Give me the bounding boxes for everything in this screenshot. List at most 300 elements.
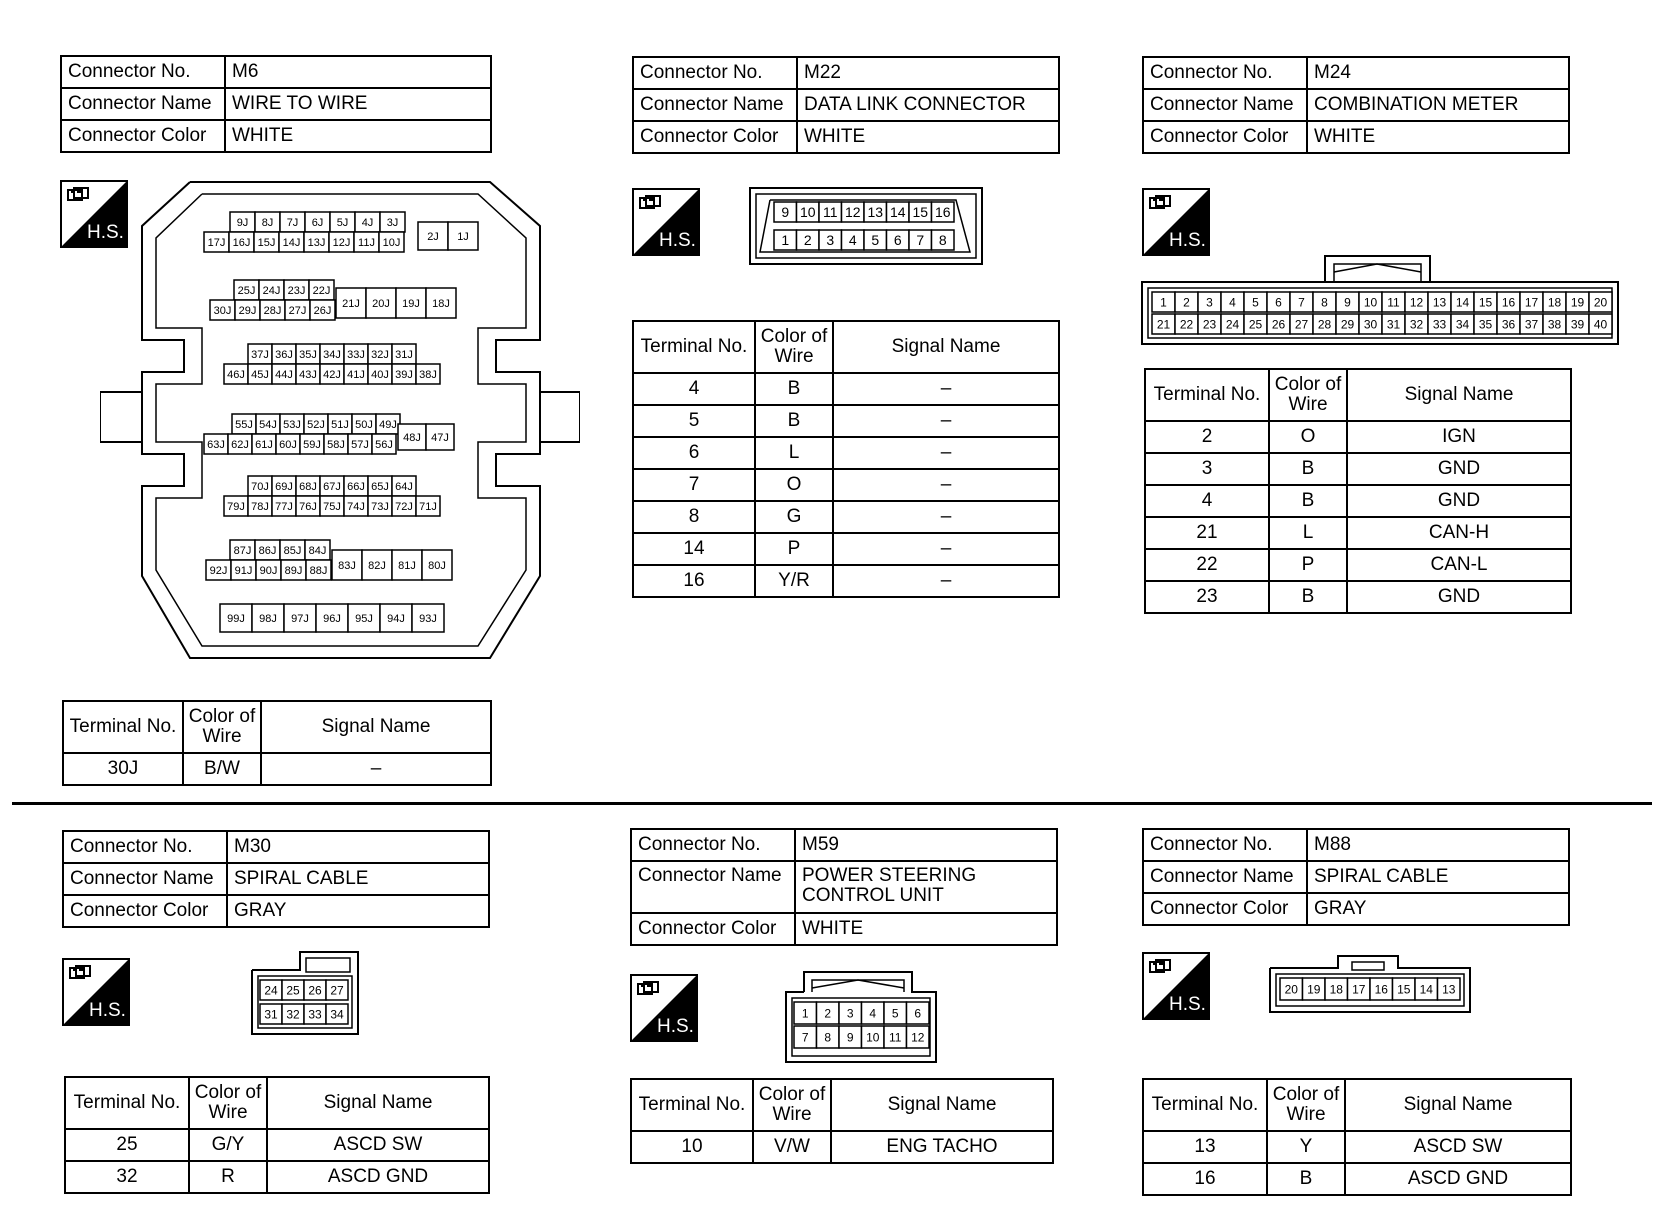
signal-name-cell: – bbox=[833, 565, 1059, 597]
hs-label: H.S. bbox=[659, 230, 696, 251]
pin-cell bbox=[839, 1026, 862, 1048]
pin-cell bbox=[320, 496, 344, 516]
pin-cell bbox=[324, 434, 348, 454]
pin-cell bbox=[229, 232, 254, 252]
svg-text:22: 22 bbox=[1179, 317, 1194, 332]
svg-text:7: 7 bbox=[801, 1030, 809, 1045]
svg-text:48J: 48J bbox=[403, 431, 421, 444]
pin-cell bbox=[328, 414, 352, 434]
pin-cell bbox=[1244, 314, 1267, 334]
pin-cell bbox=[380, 212, 405, 232]
signal-name-cell: – bbox=[261, 753, 491, 785]
connector-m30-diagram bbox=[250, 950, 360, 1041]
svg-text:46J: 46J bbox=[227, 368, 245, 381]
pin-cell bbox=[344, 364, 368, 384]
pin-cell bbox=[344, 476, 368, 496]
pin-cell bbox=[1566, 292, 1589, 312]
svg-text:36J: 36J bbox=[275, 348, 293, 361]
signal-name-cell: GND bbox=[1347, 453, 1571, 485]
svg-text:68J: 68J bbox=[299, 480, 317, 493]
pin-cell bbox=[907, 1026, 930, 1048]
wire-color-cell: L bbox=[755, 437, 833, 469]
terminal-no-cell: 3 bbox=[1145, 453, 1269, 485]
svg-text:9: 9 bbox=[1344, 295, 1351, 310]
pin-cell bbox=[907, 1002, 930, 1024]
svg-text:29J: 29J bbox=[238, 304, 257, 317]
connector-name-value: SPIRAL CABLE bbox=[1307, 861, 1569, 893]
svg-text:11: 11 bbox=[889, 1030, 902, 1045]
pin-cell bbox=[285, 300, 310, 320]
wire-color-cell: B bbox=[1269, 581, 1347, 613]
svg-text:70J: 70J bbox=[251, 480, 269, 493]
terminal-no-cell: 22 bbox=[1145, 549, 1269, 581]
table-row bbox=[633, 469, 1059, 501]
pin-cell bbox=[887, 230, 910, 250]
svg-text:63J: 63J bbox=[207, 438, 225, 451]
svg-text:19: 19 bbox=[1307, 982, 1321, 997]
table-row bbox=[633, 405, 1059, 437]
svg-text:21J: 21J bbox=[342, 297, 360, 310]
signal-name-cell: – bbox=[833, 533, 1059, 565]
wire-color-cell: P bbox=[755, 533, 833, 565]
pin-cell bbox=[220, 604, 252, 632]
pin-cell bbox=[316, 604, 348, 632]
color-of-wire-header: Color of Wire bbox=[1267, 1079, 1345, 1131]
pin-cell bbox=[1359, 292, 1382, 312]
pin-cell bbox=[392, 364, 416, 384]
svg-text:1: 1 bbox=[781, 232, 790, 249]
pin-cell bbox=[422, 550, 452, 580]
pin-cell bbox=[368, 364, 392, 384]
connector-m88-diagram bbox=[1268, 954, 1472, 1019]
pin-cell bbox=[842, 202, 865, 222]
pin-cell bbox=[1497, 314, 1520, 334]
svg-text:4: 4 bbox=[1229, 295, 1236, 310]
pin-cell bbox=[305, 212, 330, 232]
connector-name-label: Connector Name bbox=[633, 89, 797, 121]
svg-text:24: 24 bbox=[264, 983, 278, 998]
svg-text:88J: 88J bbox=[309, 564, 328, 577]
connector-m6-terminal-panel bbox=[62, 700, 492, 786]
svg-text:37: 37 bbox=[1524, 317, 1539, 332]
table-row bbox=[631, 1131, 1053, 1163]
svg-text:84J: 84J bbox=[308, 544, 327, 557]
pin-cell bbox=[306, 560, 331, 580]
pin-cell bbox=[255, 212, 280, 232]
svg-text:11: 11 bbox=[1387, 295, 1400, 310]
pin-cell bbox=[1370, 978, 1393, 1000]
svg-text:16: 16 bbox=[1501, 295, 1516, 310]
pin-cell bbox=[864, 230, 887, 250]
svg-text:15: 15 bbox=[912, 204, 929, 221]
pin-cell bbox=[1428, 314, 1451, 334]
svg-text:7: 7 bbox=[916, 232, 925, 249]
pin-cell bbox=[260, 980, 282, 1000]
svg-text:83J: 83J bbox=[338, 559, 356, 572]
svg-text:78J: 78J bbox=[251, 500, 269, 513]
hs-label: H.S. bbox=[87, 222, 124, 243]
wire-color-cell: G/Y bbox=[189, 1129, 267, 1161]
svg-text:25J: 25J bbox=[237, 284, 256, 297]
svg-text:76J: 76J bbox=[299, 500, 317, 513]
svg-text:5: 5 bbox=[891, 1006, 899, 1021]
svg-text:44J: 44J bbox=[275, 368, 293, 381]
pin-cell bbox=[1438, 978, 1461, 1000]
connector-color-label: Connector Color bbox=[1143, 121, 1307, 153]
svg-text:34: 34 bbox=[330, 1007, 344, 1022]
pin-cell bbox=[1428, 292, 1451, 312]
connector-name-label: Connector Name bbox=[61, 88, 225, 120]
svg-text:92J: 92J bbox=[209, 564, 228, 577]
svg-text:39J: 39J bbox=[395, 368, 413, 381]
connector-color-label: Connector Color bbox=[61, 120, 225, 152]
pin-cell bbox=[252, 604, 284, 632]
pin-cell bbox=[255, 540, 280, 560]
pin-cell bbox=[1415, 978, 1438, 1000]
pin-cell bbox=[416, 364, 440, 384]
svg-text:13: 13 bbox=[867, 204, 884, 221]
pin-cell bbox=[228, 434, 252, 454]
svg-text:18: 18 bbox=[1329, 982, 1343, 997]
pin-cell bbox=[909, 202, 932, 222]
table-row bbox=[1145, 453, 1571, 485]
pin-cell bbox=[862, 1026, 885, 1048]
svg-text:3: 3 bbox=[1206, 295, 1213, 310]
pin-cell bbox=[1589, 292, 1612, 312]
connector-m6-panel bbox=[60, 55, 492, 153]
connector-name-value: WIRE TO WIRE bbox=[225, 88, 491, 120]
pin-cell bbox=[1313, 292, 1336, 312]
connector-m59-info-table bbox=[630, 828, 1058, 946]
pin-cell bbox=[330, 212, 355, 232]
hs-icon bbox=[62, 958, 130, 1026]
pin-cell bbox=[1198, 292, 1221, 312]
pin-cell bbox=[1267, 314, 1290, 334]
connector-m59-terminal-panel bbox=[630, 1078, 1054, 1164]
signal-name-cell: ASCD SW bbox=[1345, 1131, 1571, 1163]
signal-name-cell: – bbox=[833, 437, 1059, 469]
table-row bbox=[1143, 1131, 1571, 1163]
svg-text:57J: 57J bbox=[351, 438, 369, 451]
svg-text:51J: 51J bbox=[331, 418, 349, 431]
svg-text:77J: 77J bbox=[275, 500, 293, 513]
svg-text:96J: 96J bbox=[323, 612, 341, 625]
svg-text:59J: 59J bbox=[303, 438, 321, 451]
table-row bbox=[63, 753, 491, 785]
pin-cell bbox=[1290, 292, 1313, 312]
pin-cell bbox=[235, 300, 260, 320]
svg-text:1: 1 bbox=[801, 1006, 809, 1021]
svg-text:2: 2 bbox=[803, 232, 812, 249]
wire-color-cell: P bbox=[1269, 549, 1347, 581]
svg-text:4J: 4J bbox=[361, 216, 374, 229]
svg-text:62J: 62J bbox=[231, 438, 249, 451]
pin-cell bbox=[774, 230, 797, 250]
svg-text:2: 2 bbox=[1183, 295, 1190, 310]
terminal-no-header: Terminal No. bbox=[63, 701, 183, 753]
svg-text:40: 40 bbox=[1593, 317, 1608, 332]
signal-name-cell: ASCD GND bbox=[1345, 1163, 1571, 1195]
pin-cell bbox=[282, 980, 304, 1000]
pin-cell bbox=[932, 202, 955, 222]
connector-m30-panel bbox=[62, 830, 490, 928]
signal-name-cell: – bbox=[833, 405, 1059, 437]
pin-cell bbox=[284, 280, 309, 300]
table-row bbox=[1143, 1163, 1571, 1195]
svg-text:20: 20 bbox=[1593, 295, 1608, 310]
connector-color-value: WHITE bbox=[225, 120, 491, 152]
svg-text:21: 21 bbox=[1156, 317, 1171, 332]
svg-text:16J: 16J bbox=[232, 236, 251, 249]
terminal-no-cell: 32 bbox=[65, 1161, 189, 1193]
svg-text:94J: 94J bbox=[387, 612, 405, 625]
pin-cell bbox=[300, 434, 324, 454]
pin-cell bbox=[1589, 314, 1612, 334]
terminal-no-cell: 30J bbox=[63, 753, 183, 785]
section-divider bbox=[12, 802, 1652, 805]
pin-cell bbox=[309, 280, 334, 300]
pin-cell bbox=[304, 414, 328, 434]
pin-cell bbox=[794, 1026, 817, 1048]
pin-cell bbox=[842, 230, 865, 250]
svg-text:32: 32 bbox=[286, 1007, 300, 1022]
svg-text:15: 15 bbox=[1397, 982, 1411, 997]
svg-text:42J: 42J bbox=[323, 368, 341, 381]
svg-text:86J: 86J bbox=[258, 544, 277, 557]
svg-text:50J: 50J bbox=[355, 418, 373, 431]
svg-text:87J: 87J bbox=[233, 544, 252, 557]
hs-icon bbox=[1142, 188, 1210, 256]
pin-cell bbox=[1280, 978, 1303, 1000]
table-row bbox=[65, 1161, 489, 1193]
svg-text:2J: 2J bbox=[427, 230, 439, 243]
svg-text:29: 29 bbox=[1340, 317, 1355, 332]
pin-cell bbox=[1405, 292, 1428, 312]
svg-text:26J: 26J bbox=[313, 304, 332, 317]
pin-cell bbox=[326, 980, 348, 1000]
pin-cell bbox=[392, 476, 416, 496]
svg-text:72J: 72J bbox=[395, 500, 413, 513]
svg-text:18: 18 bbox=[1547, 295, 1562, 310]
svg-text:89J: 89J bbox=[284, 564, 303, 577]
svg-text:3: 3 bbox=[826, 232, 835, 249]
pin-cell bbox=[398, 424, 426, 450]
wire-color-cell: R bbox=[189, 1161, 267, 1193]
svg-text:82J: 82J bbox=[368, 559, 386, 572]
svg-text:32: 32 bbox=[1409, 317, 1424, 332]
pin-cell bbox=[344, 344, 368, 364]
pin-cell bbox=[230, 212, 255, 232]
svg-text:75J: 75J bbox=[323, 500, 341, 513]
pin-cell bbox=[284, 604, 316, 632]
connector-name-label: Connector Name bbox=[63, 863, 227, 895]
svg-text:7J: 7J bbox=[286, 216, 299, 229]
pin-cell bbox=[909, 230, 932, 250]
signal-name-cell: ASCD GND bbox=[267, 1161, 489, 1193]
pin-cell bbox=[230, 540, 255, 560]
pin-cell bbox=[232, 414, 256, 434]
svg-text:85J: 85J bbox=[283, 544, 302, 557]
terminal-no-cell: 5 bbox=[633, 405, 755, 437]
svg-text:8: 8 bbox=[824, 1030, 832, 1045]
pin-cell bbox=[329, 232, 354, 252]
wire-color-cell: B bbox=[1267, 1163, 1345, 1195]
svg-text:6: 6 bbox=[893, 232, 902, 249]
connector-m24-terminal-table bbox=[1144, 368, 1572, 614]
pin-cell bbox=[320, 476, 344, 496]
connector-no-value: M30 bbox=[227, 831, 489, 863]
pin-cell bbox=[1520, 292, 1543, 312]
pin-cell bbox=[206, 560, 231, 580]
svg-text:33: 33 bbox=[308, 1007, 322, 1022]
pin-cell bbox=[281, 560, 306, 580]
svg-text:13: 13 bbox=[1442, 982, 1456, 997]
svg-text:14: 14 bbox=[1455, 295, 1470, 310]
signal-name-cell: CAN-L bbox=[1347, 549, 1571, 581]
svg-text:27: 27 bbox=[330, 983, 344, 998]
connector-m22-terminal-table bbox=[632, 320, 1060, 598]
connector-m24-panel bbox=[1142, 56, 1570, 154]
hs-label: H.S. bbox=[1169, 230, 1206, 251]
terminal-no-cell: 4 bbox=[633, 373, 755, 405]
pin-cell bbox=[1290, 314, 1313, 334]
connector-m6-info-table bbox=[60, 55, 492, 153]
pin-cell bbox=[794, 1002, 817, 1024]
svg-text:28: 28 bbox=[1317, 317, 1332, 332]
pin-cell bbox=[392, 344, 416, 364]
pin-cell bbox=[204, 434, 228, 454]
connector-m22-diagram bbox=[748, 186, 988, 271]
pin-cell bbox=[1175, 292, 1198, 312]
wire-color-cell: V/W bbox=[753, 1131, 831, 1163]
pin-cell bbox=[252, 434, 276, 454]
hs-label: H.S. bbox=[89, 1000, 126, 1021]
terminal-no-cell: 6 bbox=[633, 437, 755, 469]
table-row bbox=[1145, 421, 1571, 453]
table-row bbox=[633, 437, 1059, 469]
pin-cell bbox=[1359, 314, 1382, 334]
svg-text:60J: 60J bbox=[279, 438, 297, 451]
terminal-no-cell: 14 bbox=[633, 533, 755, 565]
pin-cell bbox=[1566, 314, 1589, 334]
signal-name-cell: ASCD SW bbox=[267, 1129, 489, 1161]
pin-cell bbox=[248, 364, 272, 384]
svg-text:61J: 61J bbox=[255, 438, 273, 451]
pin-cell bbox=[774, 202, 797, 222]
connector-name-label: Connector Name bbox=[631, 861, 795, 913]
pin-cell bbox=[272, 344, 296, 364]
pin-cell bbox=[1325, 978, 1348, 1000]
svg-text:10: 10 bbox=[866, 1030, 880, 1045]
connector-no-value: M59 bbox=[795, 829, 1057, 861]
connector-m30-info-table bbox=[62, 830, 490, 928]
svg-text:16: 16 bbox=[1374, 982, 1388, 997]
pin-cell bbox=[310, 300, 335, 320]
connector-no-label: Connector No. bbox=[633, 57, 797, 89]
svg-text:52J: 52J bbox=[307, 418, 325, 431]
pin-cell bbox=[304, 232, 329, 252]
terminal-no-cell: 23 bbox=[1145, 581, 1269, 613]
pin-cell bbox=[355, 212, 380, 232]
svg-text:4: 4 bbox=[848, 232, 857, 249]
pin-cell bbox=[797, 230, 820, 250]
svg-text:3: 3 bbox=[846, 1006, 854, 1021]
pin-cell bbox=[248, 476, 272, 496]
svg-text:36: 36 bbox=[1501, 317, 1516, 332]
pin-cell bbox=[1267, 292, 1290, 312]
connector-m6-diagram bbox=[100, 180, 580, 685]
svg-text:49J: 49J bbox=[379, 418, 397, 431]
svg-text:40J: 40J bbox=[371, 368, 389, 381]
connector-no-label: Connector No. bbox=[1143, 57, 1307, 89]
wire-color-cell: B/W bbox=[183, 753, 261, 785]
svg-text:10: 10 bbox=[799, 204, 816, 221]
connector-m22-terminal-panel bbox=[632, 320, 1060, 598]
terminal-no-cell: 4 bbox=[1145, 485, 1269, 517]
pin-cell bbox=[272, 476, 296, 496]
svg-text:8J: 8J bbox=[261, 216, 274, 229]
svg-text:1J: 1J bbox=[457, 230, 469, 243]
pin-cell bbox=[376, 414, 400, 434]
terminal-no-header: Terminal No. bbox=[1145, 369, 1269, 421]
terminal-no-cell: 10 bbox=[631, 1131, 753, 1163]
pin-cell bbox=[296, 496, 320, 516]
terminal-no-cell: 25 bbox=[65, 1129, 189, 1161]
svg-text:19J: 19J bbox=[402, 297, 420, 310]
pin-cell bbox=[305, 540, 330, 560]
pin-cell bbox=[276, 434, 300, 454]
svg-text:47J: 47J bbox=[431, 431, 449, 444]
pin-cell bbox=[234, 280, 259, 300]
svg-text:13: 13 bbox=[1432, 295, 1447, 310]
connector-no-value: M88 bbox=[1307, 829, 1569, 861]
terminal-no-header: Terminal No. bbox=[1143, 1079, 1267, 1131]
pin-cell bbox=[380, 604, 412, 632]
svg-text:5: 5 bbox=[1252, 295, 1259, 310]
connector-color-label: Connector Color bbox=[1143, 893, 1307, 925]
hs-icon bbox=[630, 974, 698, 1042]
wire-color-cell: B bbox=[755, 373, 833, 405]
svg-text:11: 11 bbox=[822, 204, 838, 221]
svg-text:58J: 58J bbox=[327, 438, 345, 451]
pin-cell bbox=[368, 476, 392, 496]
svg-text:23J: 23J bbox=[287, 284, 306, 297]
pin-cell bbox=[224, 364, 248, 384]
pin-cell bbox=[862, 1002, 885, 1024]
svg-text:33J: 33J bbox=[347, 348, 365, 361]
signal-name-cell: – bbox=[833, 501, 1059, 533]
table-row bbox=[1145, 517, 1571, 549]
svg-text:10: 10 bbox=[1363, 295, 1378, 310]
svg-text:22J: 22J bbox=[312, 284, 331, 297]
svg-text:54J: 54J bbox=[259, 418, 277, 431]
pin-cell bbox=[426, 288, 456, 318]
svg-text:6: 6 bbox=[914, 1006, 922, 1021]
signal-name-header: Signal Name bbox=[1345, 1079, 1571, 1131]
pin-cell bbox=[819, 230, 842, 250]
svg-text:15J: 15J bbox=[257, 236, 276, 249]
connector-name-label: Connector Name bbox=[1143, 89, 1307, 121]
svg-text:20J: 20J bbox=[372, 297, 390, 310]
pin-cell bbox=[248, 496, 272, 516]
pin-cell bbox=[336, 288, 366, 318]
svg-text:23: 23 bbox=[1202, 317, 1217, 332]
svg-text:69J: 69J bbox=[275, 480, 293, 493]
svg-text:93J: 93J bbox=[419, 612, 437, 625]
svg-text:18J: 18J bbox=[432, 297, 450, 310]
connector-m59-diagram bbox=[782, 968, 942, 1069]
svg-text:12J: 12J bbox=[332, 236, 351, 249]
